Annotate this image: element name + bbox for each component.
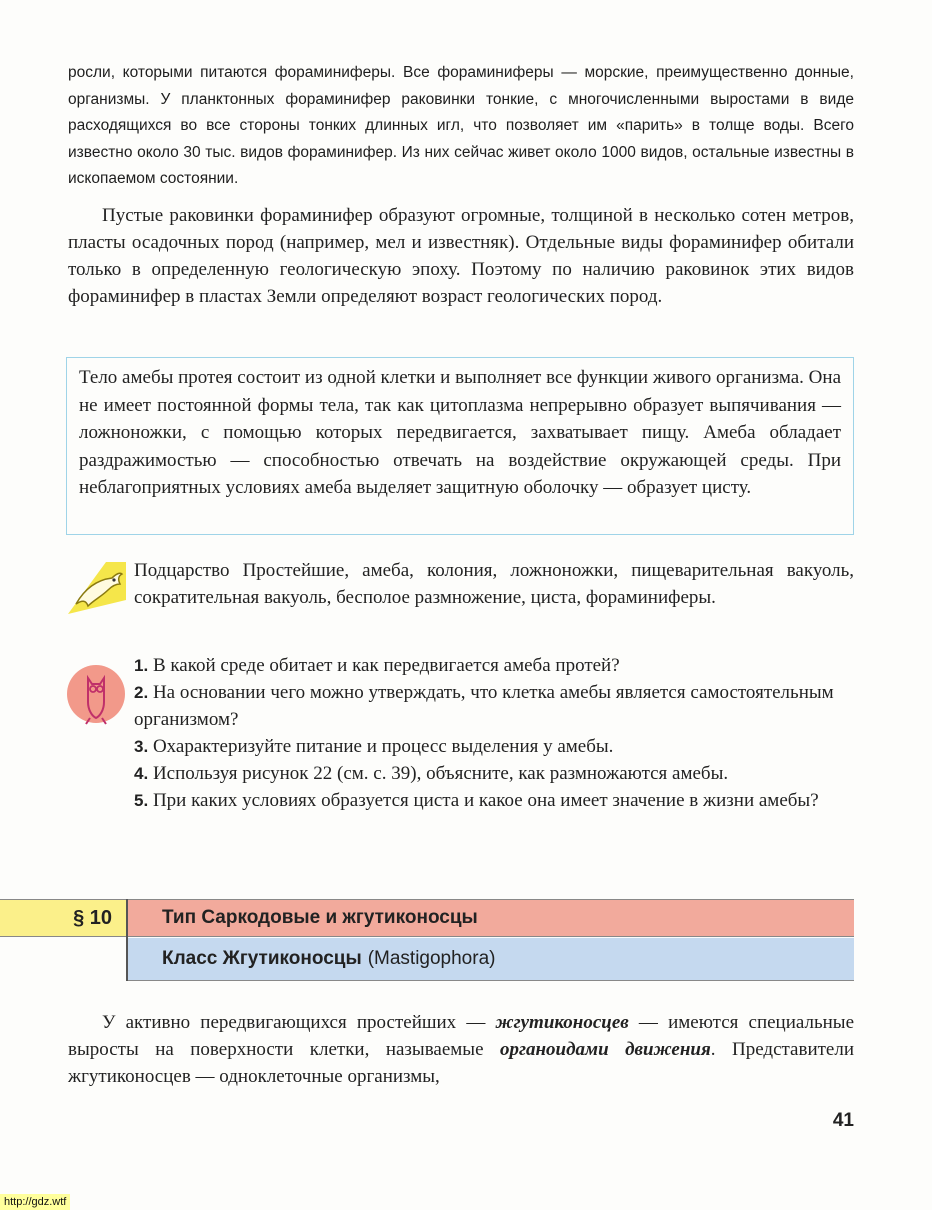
- section-title: Тип Саркодовые и жгутиконосцы: [128, 899, 854, 937]
- question-item: 2. На основании чего можно утверждать, что клетка амебы является самостоятельным организмом?: [134, 682, 834, 730]
- intro-text: росли, которыми питаются фораминиферы. Все фораминиферы — морские, преимущественно донные, организмы. У планктонных фораминифер раковинки тонкие, с многочисленными выростами в виде расходящихся во все стороны тонких длинных игл, что позволяет им «парить» в толще воды. Всего известно около 30 тыс. видов фораминифер. Из них сейчас живет около 1000 видов, остальные известны в ископаемом состоянии.: [68, 64, 854, 187]
- key-info-text: Тело амебы протея состоит из одной клетки и выполняет все функции живого организма. Она не имеет постоянной формы тела, так как цитоплазма непрерывно образует выпячивания — ложноножки, с помощью которых передвигается, захватывает пищу. Амеба обладает раздражимостью — способностью отвечать на воздействие окружающей среды. При неблагоприятных условиях амеба выделяет защитную оболочку — образует цисту.: [79, 367, 841, 498]
- key-terms: Подцарство Простейшие, амеба, колония, ложноножки, пищеварительная вакуоль, сократительная вакуоль, бесполое размножение, циста, фораминиферы.: [134, 560, 854, 608]
- key-info-box: [66, 357, 854, 535]
- watermark: http://gdz.wtf: [0, 1194, 70, 1210]
- question-item: 3. Охарактеризуйте питание и процесс выделения у амебы.: [134, 736, 614, 757]
- dolphin-icon: [66, 560, 128, 616]
- term-flagellates: жгутиконосцев: [495, 1012, 629, 1033]
- page-number: 41: [832, 1110, 854, 1131]
- term-locomotion-organoids: органоидами движения: [500, 1039, 711, 1060]
- owl-icon: [66, 662, 128, 726]
- question-item: 5. При каких условиях образуется циста и какое она имеет значение в жизни амебы?: [134, 790, 819, 811]
- class-title: Класс Жгутиконосцы: [162, 948, 362, 969]
- question-item: 1. В какой среде обитает и как передвигается амеба протей?: [134, 655, 620, 676]
- question-item: 4. Используя рисунок 22 (см. с. 39), объясните, как размножаются амебы.: [134, 763, 729, 784]
- section-class-heading: [128, 938, 854, 981]
- section-number: § 10: [0, 899, 126, 937]
- paragraph-flagellates: У активно передвигающихся простейших — жгутиконосцев — имеются специальные выросты на поверхности клетки, называемые органоидами движения. Представители жгутиконосцев — одноклеточные организмы,: [68, 1012, 855, 1087]
- review-questions: [134, 652, 854, 814]
- paragraph-foraminifera: [68, 202, 854, 310]
- paragraph-foraminifera-text: Пустые раковинки фораминифер образуют огромные, толщиной в несколько сотен метров, пласты осадочных пород (например, мел и известняк). Отдельные виды фораминифер обитали только в определенную геологическую эпоху. Поэтому по наличию раковинок этих видов фораминифер в пластах Земли определяют возраст геологических пород.: [68, 205, 854, 307]
- intro-paragraph: [68, 60, 854, 193]
- class-latin: (Mastigophora): [367, 948, 496, 969]
